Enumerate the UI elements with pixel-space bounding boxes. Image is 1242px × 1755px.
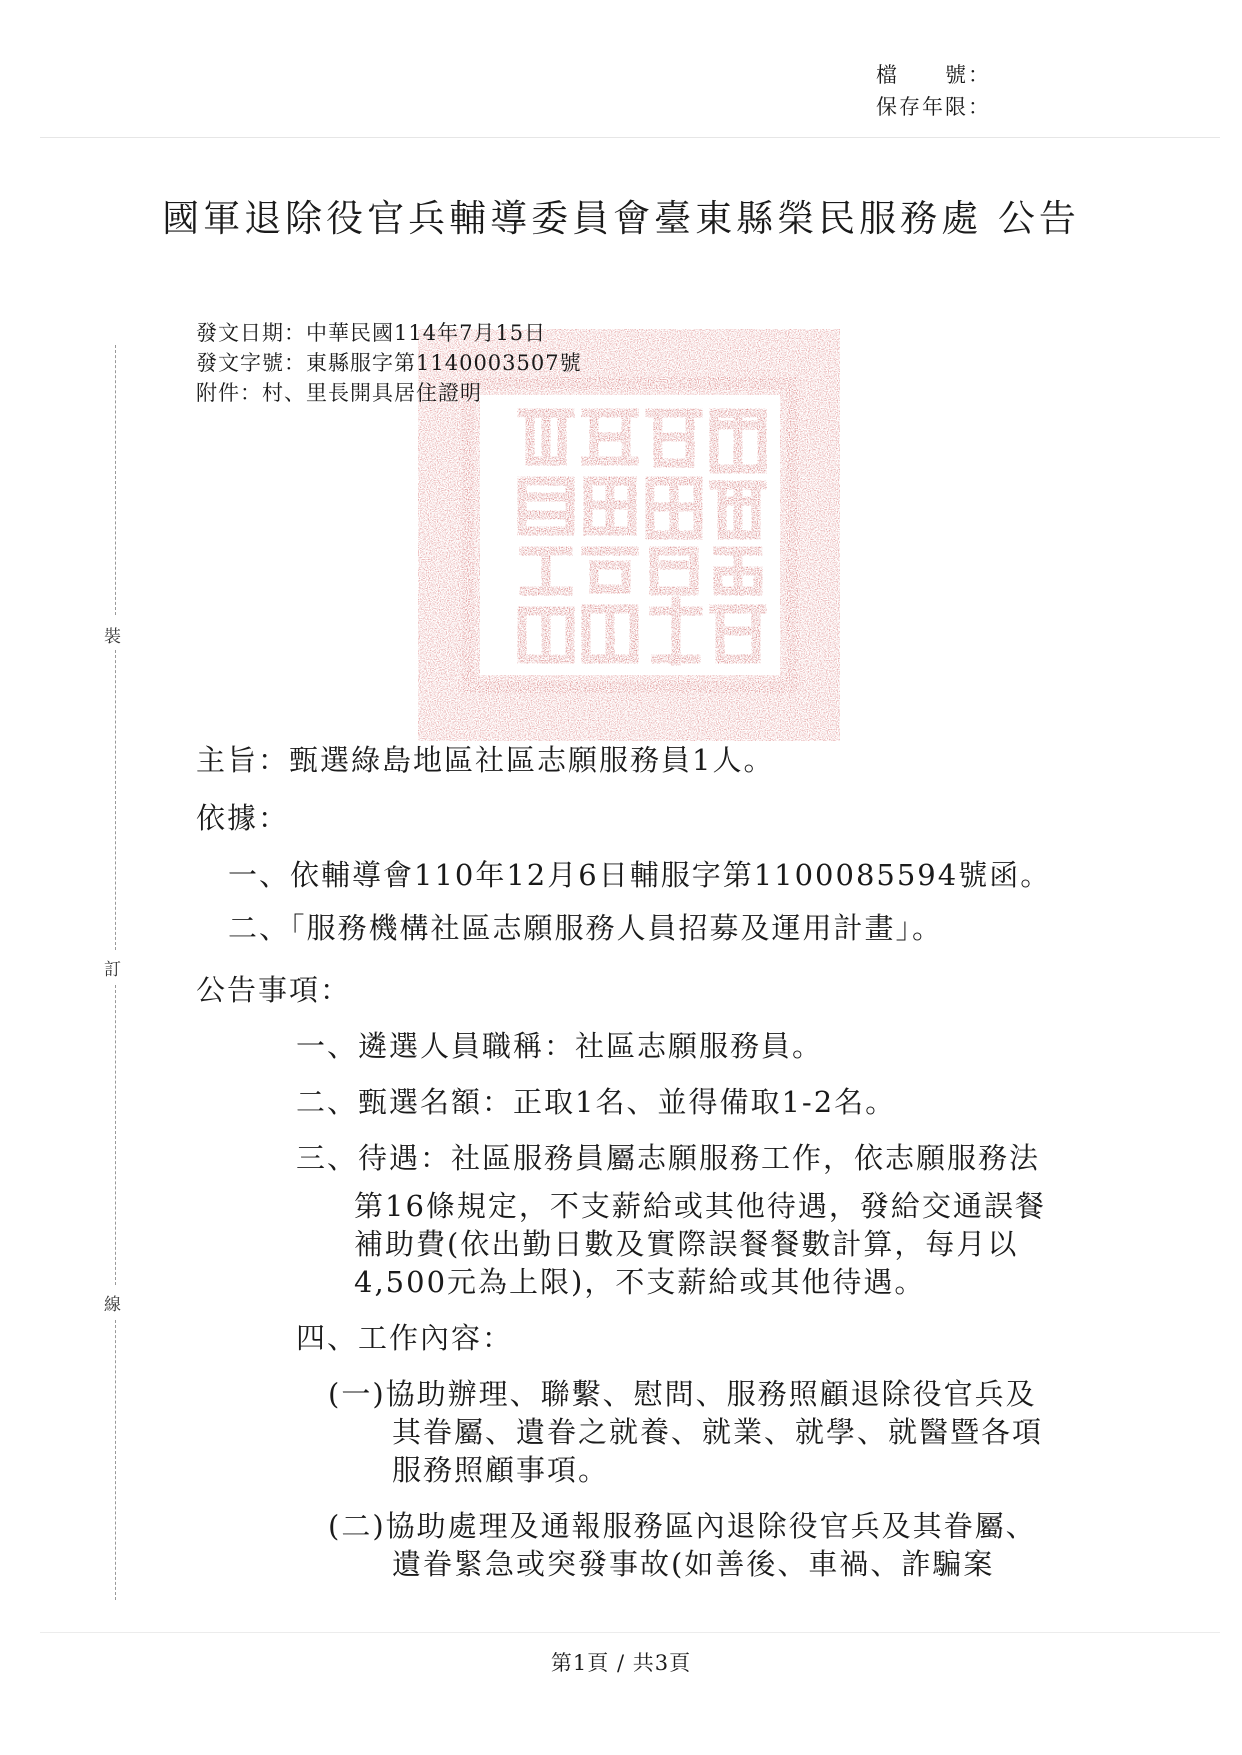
issue-date: 發文日期：中華民國114年7月15日 xyxy=(196,321,547,345)
notice-heading: 公告事項： xyxy=(196,973,352,1007)
page-number: 第1頁 / 共3頁 xyxy=(550,1651,692,1675)
binding-line-segment xyxy=(115,985,116,1285)
duty-item-cont: 其眷屬、遺眷之就養、就業、就學、就醫暨各項 xyxy=(392,1415,1044,1449)
file-number-label: 檔 號： xyxy=(876,63,991,87)
duty-item: (二)協助處理及通報服務區內退除役官兵及其眷屬、 xyxy=(328,1509,1037,1543)
binding-mark-ding: 訂 xyxy=(104,960,121,980)
header-divider xyxy=(40,137,1220,138)
notice-item-treatment-cont: 4,500元為上限)，不支薪給或其他待遇。 xyxy=(354,1265,926,1299)
notice-item-quota: 二、甄選名額：正取1名、並得備取1-2名。 xyxy=(296,1085,897,1119)
duty-item: (一)協助辦理、聯繫、慰問、服務照顧退除役官兵及 xyxy=(328,1377,1037,1411)
notice-item-treatment-cont: 第16條規定，不支薪給或其他待遇，發給交通誤餐 xyxy=(354,1189,1046,1223)
attachment-line: 附件：村、里長開具居住證明 xyxy=(196,381,482,405)
notice-item-title: 一、遴選人員職稱：社區志願服務員。 xyxy=(296,1029,824,1063)
binding-mark-zhuang: 裝 xyxy=(104,627,121,647)
document-number: 發文字號：東縣服字第1140003507號 xyxy=(196,351,582,375)
notice-item-treatment-cont: 補助費(依出勤日數及實際誤餐餐數計算，每月以 xyxy=(354,1227,1019,1261)
binding-mark-xian: 線 xyxy=(104,1295,121,1315)
footer-divider xyxy=(40,1632,1220,1633)
basis-item: 二、「服務機構社區志願服務人員招募及運用計畫」。 xyxy=(228,911,944,945)
notice-item-treatment: 三、待遇：社區服務員屬志願服務工作，依志願服務法 xyxy=(296,1141,1041,1175)
retention-period-label: 保存年限： xyxy=(876,95,991,119)
basis-heading: 依據： xyxy=(196,801,290,835)
duty-item-cont: 遺眷緊急或突發事故(如善後、車禍、詐騙案 xyxy=(392,1547,995,1581)
duty-item-cont: 服務照顧事項。 xyxy=(392,1453,610,1487)
page-title: 國軍退除役官兵輔導委員會臺東縣榮民服務處 公告 xyxy=(162,197,1080,240)
subject-line: 主旨：甄選綠島地區社區志願服務員1人。 xyxy=(196,743,775,777)
basis-item: 一、依輔導會110年12月6日輔服字第1100085594號函。 xyxy=(228,858,1052,892)
binding-line-segment xyxy=(115,1320,116,1600)
binding-line-segment xyxy=(115,345,116,615)
notice-item-duties-heading: 四、工作內容： xyxy=(296,1321,514,1355)
binding-line-segment xyxy=(115,650,116,950)
